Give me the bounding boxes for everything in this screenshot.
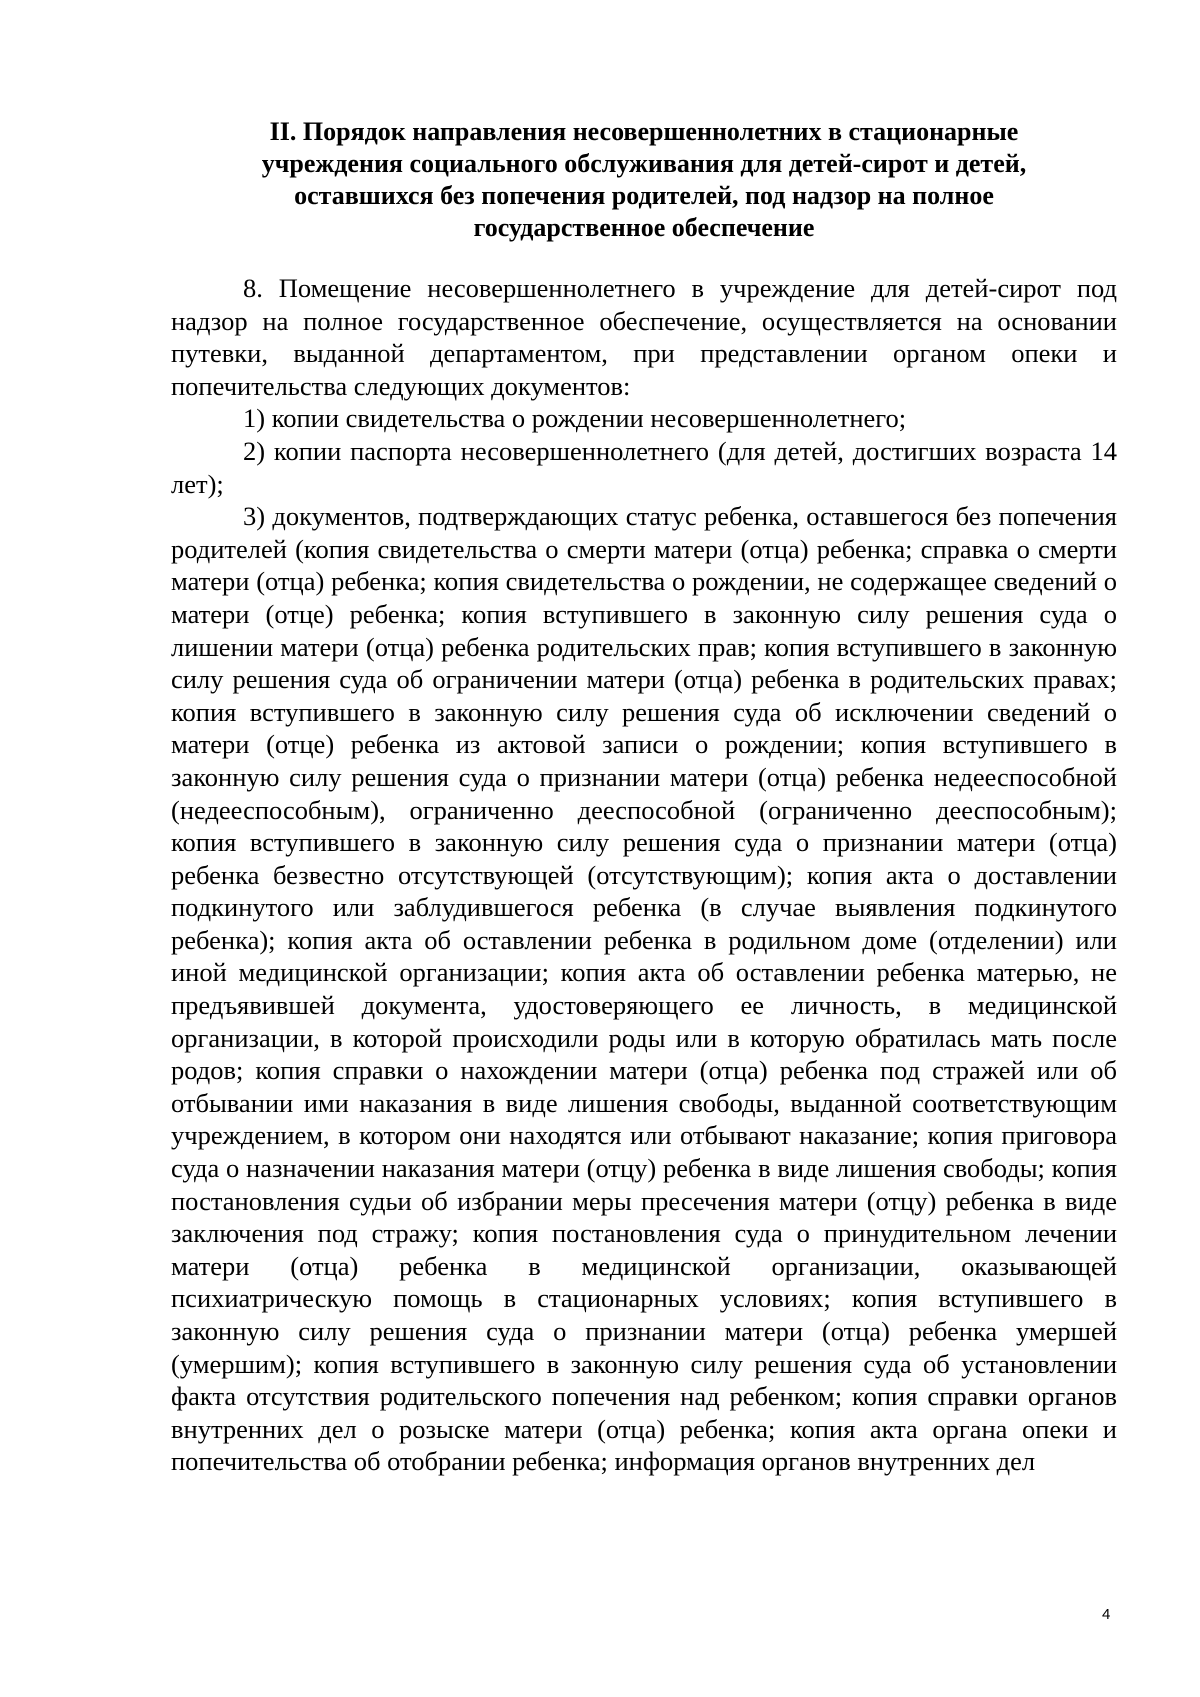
section-heading [171,116,1117,244]
page-content [171,116,1117,1478]
paragraph-8: 8. Помещение несовершеннолетнего в учреждение для детей-сирот под надзор на полное государственное обеспечение, осуществляется на основании путевки, выданной департаментом, при представлении органом опеки и попечительства следующих документов: [171,273,1117,401]
section-heading-line: II. Порядок направления несовершеннолетних в стационарные [269,117,1019,146]
list-item-2: 2) копии паспорта несовершеннолетнего (для детей, достигших возраста 14 лет); [171,435,1117,499]
section-heading-line: учреждения социального обслуживания для детей-сирот и детей, [261,149,1027,178]
list-item-1: 1) копии свидетельства о рождении несовершеннолетнего; [243,403,907,434]
section-heading-line: оставшихся без попечения родителей, под надзор на полное [294,181,994,210]
page-number: 4 [1102,1606,1111,1623]
body-text [171,272,1117,1478]
section-heading-line: государственное обеспечение [473,213,815,242]
list-item-3: 3) документов, подтверждающих статус ребенка, оставшегося без попечения родителей (копия свидетельства о смерти матери (отца) ребенка; справка о смерти матери (отца) ребенка; копия свидетельства о рождении, не содержащее сведений о матери (отце) ребенка; копия вступившего в законную силу решения суда о лишении матери (отца) ребенка родительских прав; копия вступившего в законную силу решения суда об ограничении матери (отца) ребенка в родительских правах; копия вступившего в законную силу решения суда об исключении сведений о матери (отце) ребенка из актовой записи о рождении; копия вступившего в законную силу решения суда о признании матери (отца) ребенка недееспособной (недееспособным), ограниченно дееспособной (ограниченно дееспособным); копия вступившего в законную силу решения суда о признании матери (отца) ребенка безвестно отсутствующей (отсутствующим); копия акта о доставлении подкинутого или заблудившегося ребенка (в случае выявления подкинутого ребенка); копия акта об оставлении ребенка в родильном доме (отделении) или иной медицинской организации; копия акта об оставлении ребенка матерью, не предъявившей документа, удостоверяющего ее личность, в медицинской организации, в которой происходили роды или в которую обратилась мать после родов; копия справки о нахождении матери (отца) ребенка под стражей или об отбывании ими наказания в виде лишения свободы, выданной соответствующим учреждением, в котором они находятся или отбывают наказание; копия приговора суда о назначении наказания матери (отцу) ребенка в виде лишения свободы; копия постановления судьи об избрании меры пресечения матери (отцу) ребенка в виде заключения под стражу; копия постановления суда о принудительном лечении матери (отца) ребенка в медицинской организации, оказывающей психиатрическую помощь в стационарных условиях; копия вступившего в законную силу решения суда о признании матери (отца) ребенка умершей (умершим); копия вступившего в законную силу решения суда об установлении факта отсутствия родительского попечения над ребенком; копия справки органов внутренних дел о розыске матери (отца) ребенка; копия акта органа опеки и попечительства об отобрании ребенка; информация органов внутренних дел [171,501,1117,1477]
